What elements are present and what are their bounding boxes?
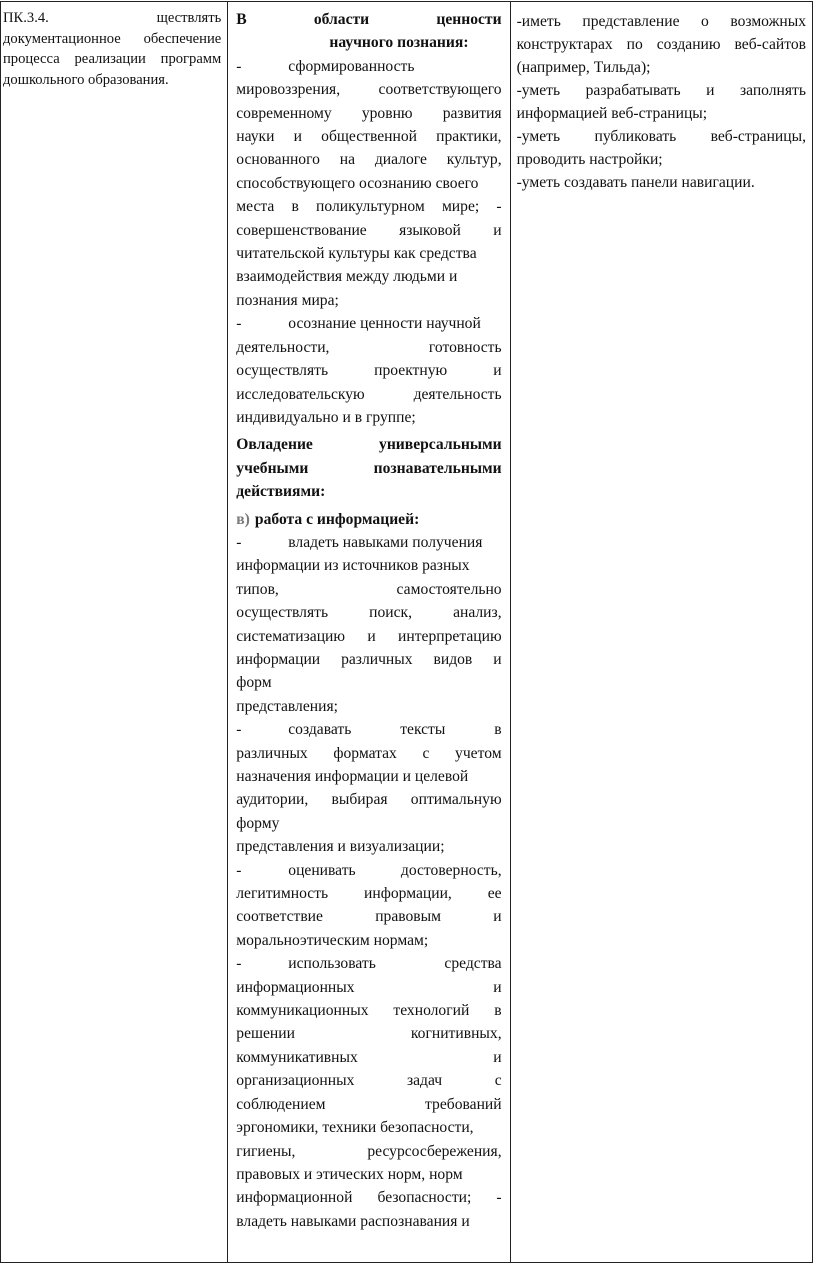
word: анализ, <box>453 604 502 622</box>
word: осуществлять <box>236 362 329 380</box>
text-line <box>236 219 501 242</box>
word: тексты <box>400 721 446 739</box>
word: совершенствование <box>236 221 367 239</box>
word: правовым <box>375 908 442 926</box>
word: ее <box>487 885 502 903</box>
text-line <box>236 1069 501 1092</box>
word: индивидуально и в группе; <box>236 408 416 426</box>
word: коммуникационных <box>236 1002 369 1020</box>
word: ресурсосбережения, <box>367 1142 502 1160</box>
skill-item: -уметь создавать панели навигации. <box>516 174 755 191</box>
sub-heading-text: работа с информацией: <box>254 510 420 528</box>
word: использовать <box>288 955 376 973</box>
word: эргономики, техники безопасности, <box>236 1119 474 1137</box>
bullet-text <box>288 952 501 975</box>
word: осознание ценности научной <box>288 315 481 333</box>
word: учетом <box>455 744 502 762</box>
word: проектную <box>374 362 448 380</box>
word: читательской культуры как средства <box>236 245 477 263</box>
competency-code-cell <box>1 2 228 1263</box>
word: моральноэтическим нормам; <box>236 931 429 949</box>
dash-marker: - <box>236 315 242 333</box>
word: различных <box>341 650 413 668</box>
sub-marker: в) <box>236 510 250 528</box>
word: ценности <box>436 11 502 28</box>
word: информации из источников разных <box>236 557 470 575</box>
skill-item: -уметь публиковать веб-страницы, проводить настройки; <box>516 128 806 168</box>
text-line <box>236 835 501 858</box>
word: когнитивных, <box>410 1025 502 1043</box>
text-line <box>236 383 501 406</box>
word: типов, <box>236 580 279 598</box>
word: и <box>493 978 502 996</box>
text-line <box>236 78 501 101</box>
word: владеть навыками распознавания и <box>236 1212 470 1230</box>
word: форм <box>236 674 272 692</box>
heading-text: научного познания: <box>329 34 469 52</box>
bullet-line <box>236 952 501 975</box>
skill-item: -иметь представление о возможных конструктарах по созданию веб-сайтов (например, Тильда); <box>516 13 806 76</box>
word: сформированность <box>288 57 415 75</box>
word: учебными <box>236 459 309 477</box>
word: в <box>494 721 502 739</box>
dash-marker: - <box>236 57 242 75</box>
text-line <box>236 8 501 31</box>
text-line <box>236 601 501 624</box>
word: поликультурном <box>316 198 425 216</box>
word: соблюдением <box>236 1095 326 1113</box>
dash-marker: - <box>236 861 242 879</box>
bullet-text <box>288 859 501 882</box>
word: информационных <box>236 978 355 996</box>
word: организационных <box>236 1072 355 1090</box>
word: диалоге <box>374 151 427 169</box>
text-line <box>236 480 501 503</box>
word: различных <box>236 744 308 762</box>
word: универсальными <box>379 436 502 454</box>
word: действиями: <box>236 483 326 501</box>
word: Овладение <box>236 436 313 454</box>
text-line <box>236 882 501 905</box>
word: общественной <box>321 128 417 146</box>
dash-marker: - <box>236 955 242 973</box>
text-line <box>236 1022 501 1045</box>
word: выбирая <box>331 791 388 809</box>
word: легитимность <box>236 885 329 903</box>
word: оптимальную <box>410 791 502 809</box>
word: информации, <box>364 885 452 903</box>
word: и <box>493 908 502 926</box>
text-line <box>236 336 501 359</box>
word: языковой <box>399 221 461 239</box>
dash-marker: - <box>236 721 242 739</box>
text-line <box>236 929 501 952</box>
word: - <box>496 1189 502 1207</box>
word: и <box>367 627 376 645</box>
text-line <box>236 578 501 601</box>
word: области <box>313 11 370 28</box>
bullet-line <box>236 531 501 554</box>
text-line <box>236 999 501 1022</box>
word: на <box>339 151 356 169</box>
word: практики, <box>436 128 502 146</box>
text-line <box>236 1163 501 1186</box>
word: деятельность <box>413 385 502 403</box>
word: и <box>493 362 502 380</box>
skills-cell <box>510 2 812 1263</box>
text-line <box>236 265 501 288</box>
word: готовность <box>428 338 502 356</box>
text-line <box>236 695 501 718</box>
word: познания мира; <box>236 291 339 309</box>
word: соответствие <box>236 908 323 926</box>
text-line <box>236 359 501 382</box>
text-line <box>236 433 501 456</box>
word: безопасности; <box>377 1189 472 1207</box>
word: и <box>493 221 502 239</box>
word: способствующего осознанию своего <box>236 174 479 192</box>
word: основанного <box>236 151 320 169</box>
word: форматах <box>333 744 397 762</box>
bullet-text <box>288 718 501 741</box>
word: систематизацию <box>236 627 346 645</box>
text-line <box>236 195 501 218</box>
text-line <box>236 1186 501 1209</box>
personal-results-text <box>228 2 509 1233</box>
word: самостоятельно <box>396 580 502 598</box>
word: решении <box>236 1025 295 1043</box>
skill-item: -уметь разрабатывать и заполнять информацией веб-страницы; <box>516 82 806 122</box>
dash-marker: - <box>236 533 242 551</box>
word: деятельности, <box>236 338 330 356</box>
word: взаимодействия между людьми и <box>236 268 458 286</box>
word: гигиены, <box>236 1142 296 1160</box>
text-line <box>236 648 501 671</box>
bullet-line <box>236 718 501 741</box>
section-heading <box>236 31 501 54</box>
word: современному <box>236 104 332 122</box>
word: создавать <box>288 721 352 739</box>
text-line <box>236 457 501 480</box>
word: и <box>493 1048 502 1066</box>
word: интерпретацию <box>398 627 502 645</box>
bullet-text <box>288 55 501 78</box>
word: и <box>293 128 302 146</box>
word: представления; <box>236 697 338 715</box>
word: и <box>493 650 502 668</box>
word: в <box>494 1002 502 1020</box>
word: развития <box>442 104 502 122</box>
word: назначения информации и целевой <box>236 768 469 785</box>
text-line <box>236 1210 501 1233</box>
text-line <box>236 102 501 125</box>
text-line <box>236 125 501 148</box>
text-line <box>236 1046 501 1069</box>
word: В <box>236 11 247 28</box>
word: видов <box>433 650 473 668</box>
text-line <box>236 1140 501 1163</box>
word: оценивать <box>288 861 356 879</box>
word: аудитории, <box>236 791 309 809</box>
text-line <box>236 1093 501 1116</box>
text-line <box>236 976 501 999</box>
bullet-text <box>288 312 501 335</box>
word: владеть навыками получения <box>288 533 483 551</box>
word: познавательными <box>373 459 502 477</box>
text-line <box>236 289 501 312</box>
text-line <box>236 788 501 811</box>
bullet-line <box>236 859 501 882</box>
skills-list <box>511 2 812 194</box>
word: форму <box>236 814 280 832</box>
text-line <box>236 812 501 835</box>
word: средства <box>444 955 502 973</box>
text-line <box>236 765 501 788</box>
text-line <box>236 905 501 928</box>
competency-table <box>0 1 813 1263</box>
word: поиск, <box>369 604 413 622</box>
text-line <box>236 148 501 171</box>
word: требований <box>425 1095 502 1113</box>
word: представления и визуализации; <box>236 838 445 856</box>
word: информационной <box>236 1189 353 1207</box>
sub-heading <box>236 508 501 531</box>
word: науки <box>236 128 275 146</box>
word: уровню <box>361 104 413 122</box>
text-line <box>236 554 501 577</box>
word: в <box>291 198 299 216</box>
table-row <box>1 2 813 1263</box>
word: с <box>494 1072 502 1090</box>
word: мировоззрения, <box>236 81 341 99</box>
word: правовых и этических норм, норм <box>236 1165 463 1183</box>
word: с <box>422 744 430 762</box>
word: задач <box>406 1072 443 1090</box>
text-line <box>236 742 501 765</box>
bullet-text <box>288 531 501 554</box>
text-line <box>236 1116 501 1139</box>
word: коммуникативных <box>236 1048 358 1066</box>
word: мире; <box>441 198 480 216</box>
word: осуществлять <box>236 604 329 622</box>
word: - <box>496 198 502 216</box>
text-line <box>236 406 501 429</box>
word: достоверность, <box>400 861 502 879</box>
word: места <box>236 198 275 216</box>
text-line <box>236 625 501 648</box>
text-line <box>236 242 501 265</box>
competency-code-text: ПК.3.4. ществлять документационное обеспечение процесса реализации программ дошкольного образования. <box>3 10 222 88</box>
text-line <box>236 671 501 694</box>
word: технологий <box>393 1002 470 1020</box>
word: исследовательскую <box>236 385 365 403</box>
text-line <box>236 172 501 195</box>
word: информации <box>236 650 321 668</box>
word: соответствующего <box>378 81 502 99</box>
personal-results-cell <box>228 2 510 1263</box>
bullet-line <box>236 312 501 335</box>
word: культур, <box>446 151 502 169</box>
bullet-line <box>236 55 501 78</box>
